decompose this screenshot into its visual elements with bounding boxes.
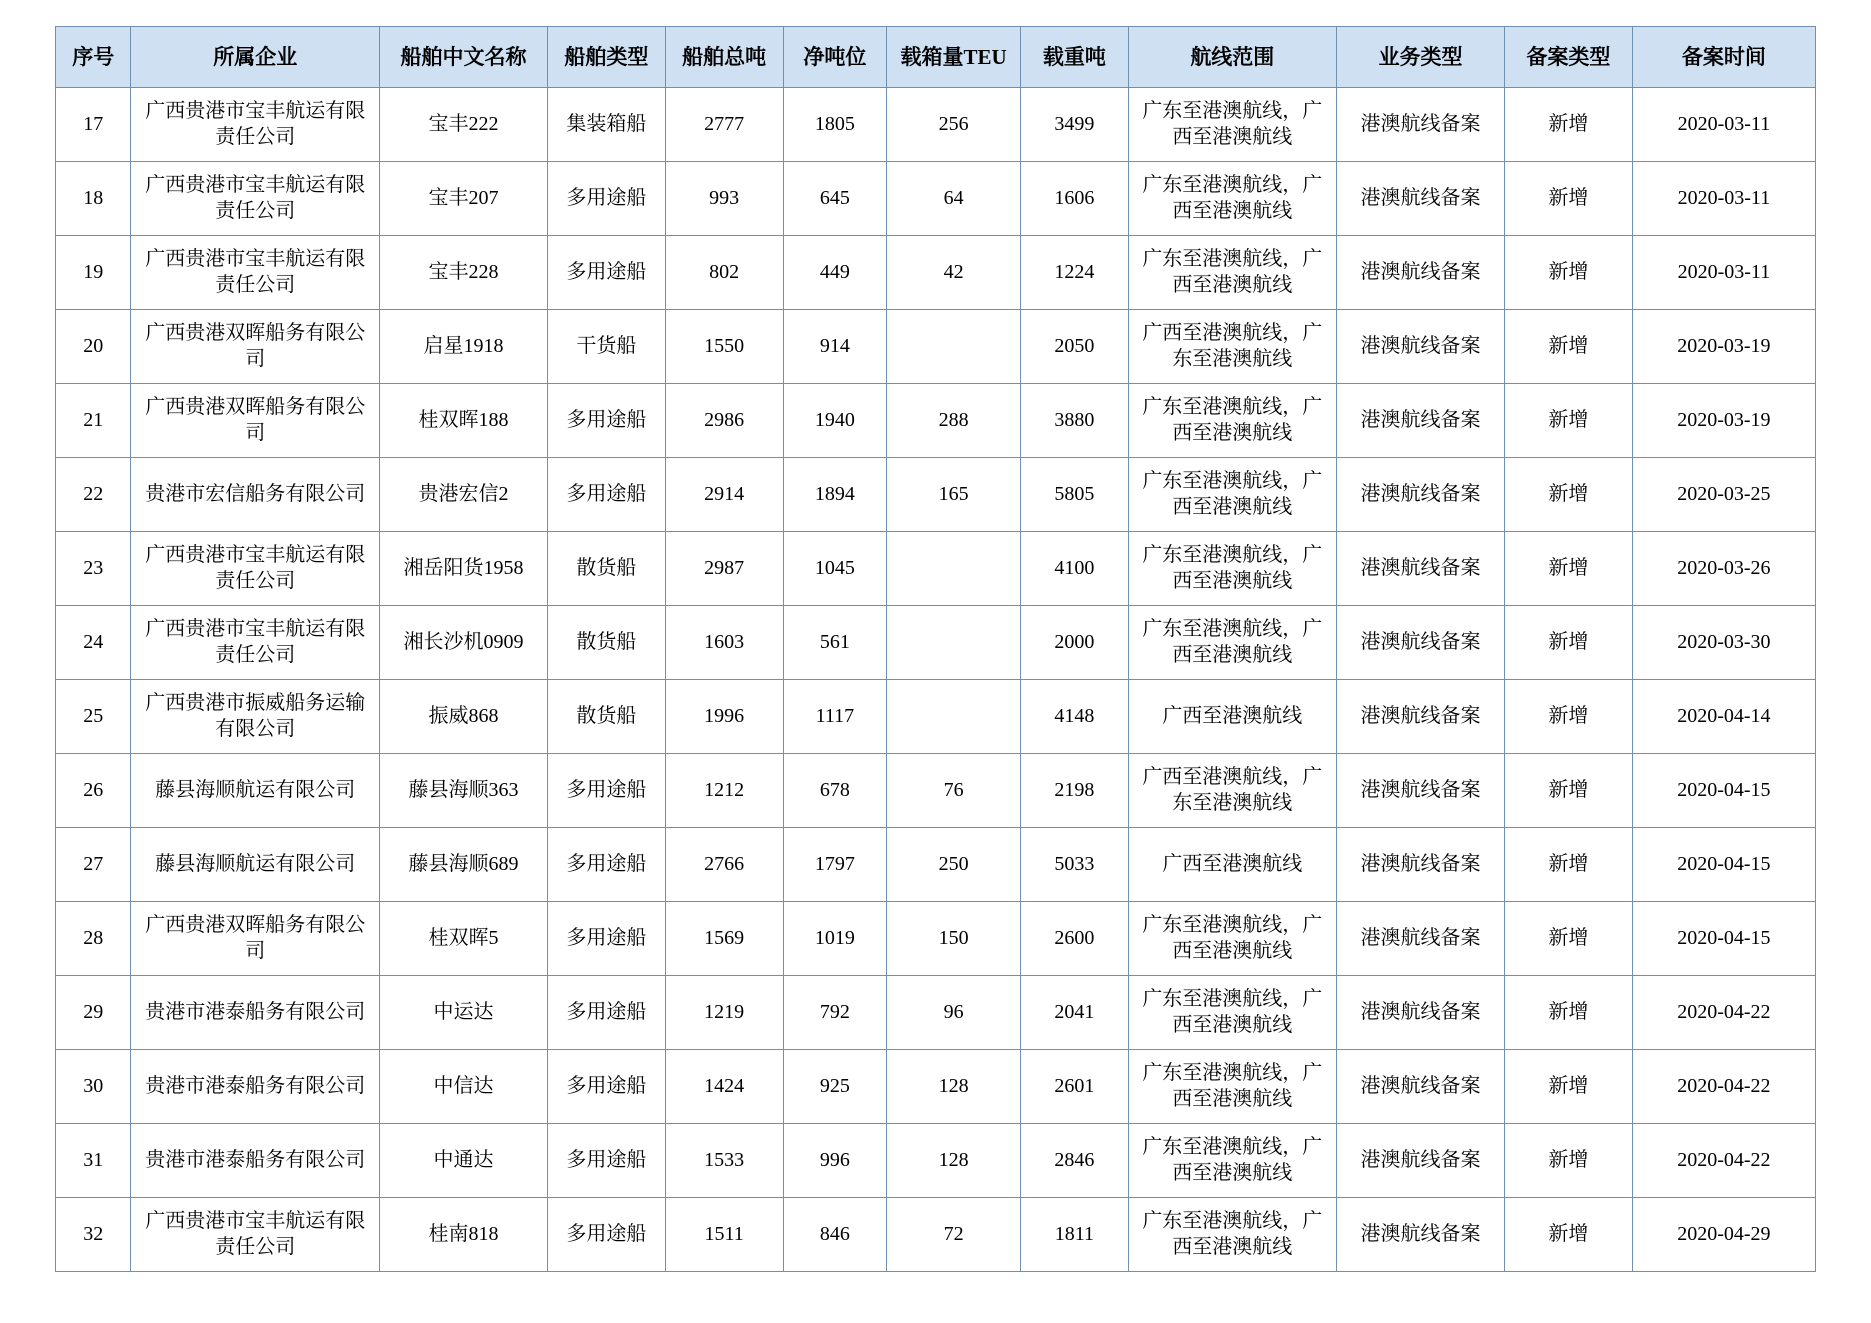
cell-net-tonnage: 925 <box>783 1050 887 1124</box>
cell-gross-tonnage: 2777 <box>665 88 783 162</box>
cell-ship-type: 干货船 <box>548 310 666 384</box>
cell-seq: 25 <box>56 680 131 754</box>
cell-company: 广西贵港市振威船务运输有限公司 <box>131 680 380 754</box>
cell-ship-name: 桂双晖188 <box>380 384 548 458</box>
cell-business-type: 港澳航线备案 <box>1336 680 1504 754</box>
cell-record-type: 新增 <box>1505 976 1633 1050</box>
cell-net-tonnage: 678 <box>783 754 887 828</box>
cell-deadweight: 1811 <box>1021 1198 1129 1272</box>
cell-route: 广东至港澳航线，广西至港澳航线 <box>1128 458 1336 532</box>
cell-record-date: 2020-03-11 <box>1632 236 1815 310</box>
cell-company: 藤县海顺航运有限公司 <box>131 828 380 902</box>
cell-teu <box>887 532 1021 606</box>
cell-record-date: 2020-03-30 <box>1632 606 1815 680</box>
cell-ship-type: 多用途船 <box>548 1050 666 1124</box>
cell-business-type: 港澳航线备案 <box>1336 1198 1504 1272</box>
cell-business-type: 港澳航线备案 <box>1336 976 1504 1050</box>
column-header-teu: 载箱量TEU <box>887 27 1021 88</box>
cell-teu: 128 <box>887 1050 1021 1124</box>
cell-company: 广西贵港双晖船务有限公司 <box>131 310 380 384</box>
cell-route: 广东至港澳航线，广西至港澳航线 <box>1128 1198 1336 1272</box>
cell-business-type: 港澳航线备案 <box>1336 88 1504 162</box>
cell-company: 贵港市港泰船务有限公司 <box>131 976 380 1050</box>
table-row <box>56 1124 1816 1198</box>
cell-deadweight: 3880 <box>1021 384 1129 458</box>
cell-gross-tonnage: 993 <box>665 162 783 236</box>
cell-route: 广东至港澳航线，广西至港澳航线 <box>1128 384 1336 458</box>
cell-ship-name: 宝丰207 <box>380 162 548 236</box>
cell-business-type: 港澳航线备案 <box>1336 754 1504 828</box>
cell-ship-name: 宝丰222 <box>380 88 548 162</box>
cell-company: 广西贵港市宝丰航运有限责任公司 <box>131 88 380 162</box>
cell-business-type: 港澳航线备案 <box>1336 902 1504 976</box>
cell-company: 贵港市港泰船务有限公司 <box>131 1124 380 1198</box>
cell-teu: 165 <box>887 458 1021 532</box>
cell-record-date: 2020-03-19 <box>1632 384 1815 458</box>
table-row <box>56 88 1816 162</box>
cell-seq: 19 <box>56 236 131 310</box>
cell-record-type: 新增 <box>1505 310 1633 384</box>
table-row <box>56 1198 1816 1272</box>
cell-record-date: 2020-03-11 <box>1632 162 1815 236</box>
cell-ship-type: 多用途船 <box>548 236 666 310</box>
cell-ship-type: 散货船 <box>548 532 666 606</box>
cell-teu <box>887 680 1021 754</box>
cell-ship-type: 散货船 <box>548 680 666 754</box>
cell-gross-tonnage: 2766 <box>665 828 783 902</box>
cell-ship-type: 多用途船 <box>548 976 666 1050</box>
cell-gross-tonnage: 1424 <box>665 1050 783 1124</box>
table-row <box>56 902 1816 976</box>
cell-ship-type: 集装箱船 <box>548 88 666 162</box>
cell-record-type: 新增 <box>1505 236 1633 310</box>
table-row <box>56 754 1816 828</box>
cell-record-date: 2020-04-22 <box>1632 1050 1815 1124</box>
cell-record-type: 新增 <box>1505 532 1633 606</box>
cell-record-type: 新增 <box>1505 902 1633 976</box>
cell-record-date: 2020-03-11 <box>1632 88 1815 162</box>
cell-ship-name: 藤县海顺689 <box>380 828 548 902</box>
cell-business-type: 港澳航线备案 <box>1336 236 1504 310</box>
cell-net-tonnage: 846 <box>783 1198 887 1272</box>
cell-deadweight: 5805 <box>1021 458 1129 532</box>
cell-net-tonnage: 561 <box>783 606 887 680</box>
cell-route: 广东至港澳航线，广西至港澳航线 <box>1128 236 1336 310</box>
cell-gross-tonnage: 1219 <box>665 976 783 1050</box>
cell-ship-name: 藤县海顺363 <box>380 754 548 828</box>
cell-net-tonnage: 1805 <box>783 88 887 162</box>
table-row <box>56 162 1816 236</box>
cell-deadweight: 1606 <box>1021 162 1129 236</box>
cell-net-tonnage: 996 <box>783 1124 887 1198</box>
table-row <box>56 532 1816 606</box>
cell-net-tonnage: 1019 <box>783 902 887 976</box>
cell-ship-type: 多用途船 <box>548 754 666 828</box>
cell-gross-tonnage: 2987 <box>665 532 783 606</box>
cell-company: 广西贵港市宝丰航运有限责任公司 <box>131 532 380 606</box>
cell-record-date: 2020-04-22 <box>1632 1124 1815 1198</box>
cell-record-date: 2020-04-29 <box>1632 1198 1815 1272</box>
cell-ship-type: 多用途船 <box>548 1124 666 1198</box>
cell-net-tonnage: 914 <box>783 310 887 384</box>
table-row <box>56 828 1816 902</box>
cell-gross-tonnage: 1569 <box>665 902 783 976</box>
cell-business-type: 港澳航线备案 <box>1336 1124 1504 1198</box>
cell-company: 广西贵港市宝丰航运有限责任公司 <box>131 606 380 680</box>
cell-record-type: 新增 <box>1505 606 1633 680</box>
cell-record-date: 2020-04-15 <box>1632 902 1815 976</box>
table-row <box>56 384 1816 458</box>
cell-record-type: 新增 <box>1505 828 1633 902</box>
cell-teu: 256 <box>887 88 1021 162</box>
cell-company: 广西贵港双晖船务有限公司 <box>131 384 380 458</box>
cell-record-type: 新增 <box>1505 1124 1633 1198</box>
cell-ship-type: 多用途船 <box>548 458 666 532</box>
table-row <box>56 458 1816 532</box>
cell-ship-type: 多用途船 <box>548 162 666 236</box>
table-row <box>56 310 1816 384</box>
cell-business-type: 港澳航线备案 <box>1336 162 1504 236</box>
cell-seq: 29 <box>56 976 131 1050</box>
cell-teu: 250 <box>887 828 1021 902</box>
cell-gross-tonnage: 2914 <box>665 458 783 532</box>
column-header-record-type: 备案类型 <box>1505 27 1633 88</box>
cell-net-tonnage: 645 <box>783 162 887 236</box>
cell-company: 广西贵港双晖船务有限公司 <box>131 902 380 976</box>
cell-seq: 31 <box>56 1124 131 1198</box>
cell-seq: 18 <box>56 162 131 236</box>
column-header-seq: 序号 <box>56 27 131 88</box>
cell-seq: 26 <box>56 754 131 828</box>
table-row <box>56 1050 1816 1124</box>
cell-record-date: 2020-03-25 <box>1632 458 1815 532</box>
cell-deadweight: 2601 <box>1021 1050 1129 1124</box>
cell-deadweight: 5033 <box>1021 828 1129 902</box>
cell-deadweight: 2846 <box>1021 1124 1129 1198</box>
cell-seq: 17 <box>56 88 131 162</box>
cell-route: 广西至港澳航线 <box>1128 828 1336 902</box>
column-header-deadweight: 载重吨 <box>1021 27 1129 88</box>
cell-company: 贵港市港泰船务有限公司 <box>131 1050 380 1124</box>
cell-net-tonnage: 792 <box>783 976 887 1050</box>
column-header-gross-tonnage: 船舶总吨 <box>665 27 783 88</box>
table-row <box>56 236 1816 310</box>
cell-record-date: 2020-03-19 <box>1632 310 1815 384</box>
cell-teu: 96 <box>887 976 1021 1050</box>
cell-record-type: 新增 <box>1505 680 1633 754</box>
cell-teu: 64 <box>887 162 1021 236</box>
cell-company: 广西贵港市宝丰航运有限责任公司 <box>131 236 380 310</box>
cell-teu: 128 <box>887 1124 1021 1198</box>
column-header-company: 所属企业 <box>131 27 380 88</box>
cell-deadweight: 1224 <box>1021 236 1129 310</box>
cell-record-type: 新增 <box>1505 1050 1633 1124</box>
cell-ship-name: 中通达 <box>380 1124 548 1198</box>
cell-ship-name: 宝丰228 <box>380 236 548 310</box>
column-header-ship-type: 船舶类型 <box>548 27 666 88</box>
cell-record-date: 2020-04-15 <box>1632 828 1815 902</box>
cell-record-type: 新增 <box>1505 384 1633 458</box>
cell-business-type: 港澳航线备案 <box>1336 384 1504 458</box>
cell-teu: 150 <box>887 902 1021 976</box>
cell-gross-tonnage: 1533 <box>665 1124 783 1198</box>
cell-seq: 21 <box>56 384 131 458</box>
cell-gross-tonnage: 1996 <box>665 680 783 754</box>
cell-ship-type: 多用途船 <box>548 902 666 976</box>
cell-record-date: 2020-04-22 <box>1632 976 1815 1050</box>
cell-ship-type: 多用途船 <box>548 384 666 458</box>
column-header-net-tonnage: 净吨位 <box>783 27 887 88</box>
cell-ship-name: 中信达 <box>380 1050 548 1124</box>
cell-ship-name: 振威868 <box>380 680 548 754</box>
cell-ship-type: 多用途船 <box>548 828 666 902</box>
column-header-business-type: 业务类型 <box>1336 27 1504 88</box>
cell-net-tonnage: 1045 <box>783 532 887 606</box>
cell-deadweight: 3499 <box>1021 88 1129 162</box>
cell-company: 广西贵港市宝丰航运有限责任公司 <box>131 162 380 236</box>
cell-company: 广西贵港市宝丰航运有限责任公司 <box>131 1198 380 1272</box>
cell-seq: 30 <box>56 1050 131 1124</box>
cell-teu <box>887 310 1021 384</box>
cell-ship-type: 散货船 <box>548 606 666 680</box>
cell-gross-tonnage: 1212 <box>665 754 783 828</box>
table-row <box>56 976 1816 1050</box>
cell-gross-tonnage: 1550 <box>665 310 783 384</box>
cell-record-date: 2020-04-15 <box>1632 754 1815 828</box>
cell-deadweight: 4100 <box>1021 532 1129 606</box>
cell-deadweight: 2050 <box>1021 310 1129 384</box>
cell-seq: 22 <box>56 458 131 532</box>
cell-business-type: 港澳航线备案 <box>1336 1050 1504 1124</box>
table-row <box>56 680 1816 754</box>
cell-ship-name: 中运达 <box>380 976 548 1050</box>
cell-company: 贵港市宏信船务有限公司 <box>131 458 380 532</box>
cell-record-type: 新增 <box>1505 88 1633 162</box>
cell-ship-type: 多用途船 <box>548 1198 666 1272</box>
cell-deadweight: 2041 <box>1021 976 1129 1050</box>
cell-seq: 27 <box>56 828 131 902</box>
cell-record-date: 2020-03-26 <box>1632 532 1815 606</box>
cell-company: 藤县海顺航运有限公司 <box>131 754 380 828</box>
cell-business-type: 港澳航线备案 <box>1336 458 1504 532</box>
cell-ship-name: 湘长沙机0909 <box>380 606 548 680</box>
cell-record-type: 新增 <box>1505 1198 1633 1272</box>
cell-route: 广西至港澳航线 <box>1128 680 1336 754</box>
cell-route: 广东至港澳航线，广西至港澳航线 <box>1128 976 1336 1050</box>
column-header-ship-name: 船舶中文名称 <box>380 27 548 88</box>
cell-gross-tonnage: 802 <box>665 236 783 310</box>
cell-route: 广东至港澳航线，广西至港澳航线 <box>1128 88 1336 162</box>
cell-ship-name: 桂双晖5 <box>380 902 548 976</box>
cell-net-tonnage: 1117 <box>783 680 887 754</box>
cell-route: 广东至港澳航线，广西至港澳航线 <box>1128 1050 1336 1124</box>
cell-gross-tonnage: 1511 <box>665 1198 783 1272</box>
cell-record-type: 新增 <box>1505 754 1633 828</box>
column-header-route: 航线范围 <box>1128 27 1336 88</box>
cell-deadweight: 2198 <box>1021 754 1129 828</box>
cell-route: 广东至港澳航线，广西至港澳航线 <box>1128 606 1336 680</box>
cell-route: 广东至港澳航线，广西至港澳航线 <box>1128 1124 1336 1198</box>
cell-seq: 23 <box>56 532 131 606</box>
cell-route: 广东至港澳航线，广西至港澳航线 <box>1128 162 1336 236</box>
cell-ship-name: 启星1918 <box>380 310 548 384</box>
cell-route: 广东至港澳航线，广西至港澳航线 <box>1128 902 1336 976</box>
table-header <box>56 27 1816 88</box>
cell-net-tonnage: 1797 <box>783 828 887 902</box>
cell-deadweight: 2600 <box>1021 902 1129 976</box>
cell-teu: 76 <box>887 754 1021 828</box>
cell-net-tonnage: 1940 <box>783 384 887 458</box>
cell-route: 广西至港澳航线，广东至港澳航线 <box>1128 310 1336 384</box>
cell-business-type: 港澳航线备案 <box>1336 310 1504 384</box>
cell-business-type: 港澳航线备案 <box>1336 606 1504 680</box>
cell-ship-name: 贵港宏信2 <box>380 458 548 532</box>
cell-seq: 32 <box>56 1198 131 1272</box>
column-header-record-date: 备案时间 <box>1632 27 1815 88</box>
cell-ship-name: 桂南818 <box>380 1198 548 1272</box>
ship-registration-table <box>55 26 1816 1272</box>
table-row <box>56 606 1816 680</box>
cell-seq: 20 <box>56 310 131 384</box>
cell-route: 广东至港澳航线，广西至港澳航线 <box>1128 532 1336 606</box>
cell-route: 广西至港澳航线，广东至港澳航线 <box>1128 754 1336 828</box>
cell-teu: 288 <box>887 384 1021 458</box>
cell-deadweight: 2000 <box>1021 606 1129 680</box>
cell-seq: 28 <box>56 902 131 976</box>
cell-teu <box>887 606 1021 680</box>
cell-record-type: 新增 <box>1505 458 1633 532</box>
cell-net-tonnage: 449 <box>783 236 887 310</box>
cell-teu: 42 <box>887 236 1021 310</box>
cell-gross-tonnage: 1603 <box>665 606 783 680</box>
cell-deadweight: 4148 <box>1021 680 1129 754</box>
cell-gross-tonnage: 2986 <box>665 384 783 458</box>
cell-business-type: 港澳航线备案 <box>1336 532 1504 606</box>
table-body <box>56 88 1816 1272</box>
table-header-row <box>56 27 1816 88</box>
cell-ship-name: 湘岳阳货1958 <box>380 532 548 606</box>
cell-business-type: 港澳航线备案 <box>1336 828 1504 902</box>
cell-record-date: 2020-04-14 <box>1632 680 1815 754</box>
cell-seq: 24 <box>56 606 131 680</box>
cell-teu: 72 <box>887 1198 1021 1272</box>
cell-net-tonnage: 1894 <box>783 458 887 532</box>
cell-record-type: 新增 <box>1505 162 1633 236</box>
